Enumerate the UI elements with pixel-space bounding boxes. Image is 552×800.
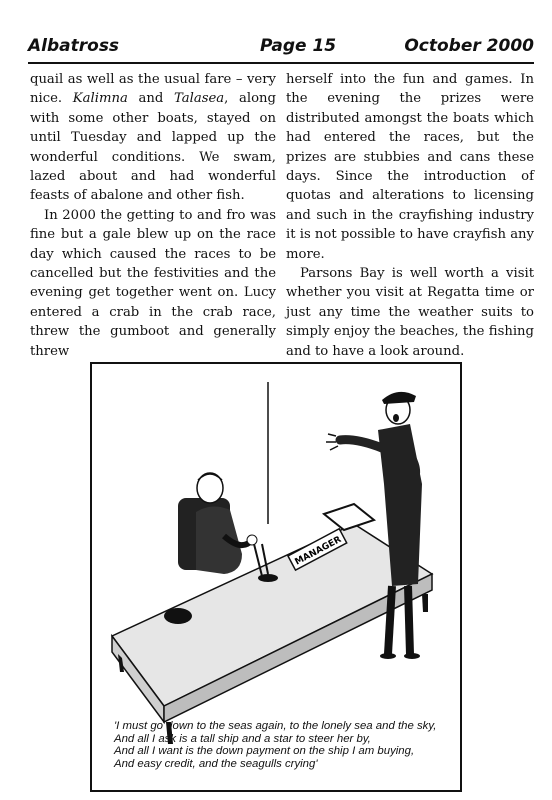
caption-line: And all I ask is a tall ship and a star to steer her by, [114,732,371,745]
text-run: , along with some other boats, stayed on until Tuesday and lapped up the wonderful conditions. We swam, lazed about and had wonderful feasts of abalone and other fish. [30,91,276,204]
caption-line: 'I must go down to the seas again, to the lonely sea and the sky, [114,720,437,732]
paragraph: herself into the fun and games. In the evening the prizes were distributed amongst the boats which had entered the races, but the prizes are stubbies and cans these days. Since the introduction of quotas and alterations to licensing and such in the crayfishing industry it is not possible to have crayfish any more. [286,72,534,262]
cartoon-caption [114,720,454,770]
left-column [30,70,276,361]
publication-title: Albatross [28,36,120,56]
cartoon-frame [90,362,462,792]
caption-line: And all I want is the down payment on the ship I am buying, [114,745,415,758]
text-run: and [127,91,174,107]
boat-name: Talasea [174,91,225,107]
paragraph [30,70,276,206]
paragraph: Parsons Bay is well worth a visit whether you visit at Regatta time or just any time the weather suits to simply enjoy the beaches, the fishing and to have a look around. [286,266,534,359]
page-number: Page 15 [260,36,337,56]
issue-date: October 2000 [404,36,534,56]
boat-name: Kalimna [72,91,128,107]
right-column [286,70,534,361]
header-rule [28,62,534,64]
page-header [28,28,534,58]
caption-line: And easy credit, and the seagulls crying' [114,757,318,770]
text-run: quail as well as the usual fare – very nice. [30,72,276,107]
manager-sign: MANAGER [293,534,344,568]
paragraph: In 2000 the getting to and fro was fine but a gale blew up on the race day which caused the races to be cancelled but the festivities and the evening get together went on. Lucy entered a crab in the crab race, threw the gumboot and generally threw [30,207,276,359]
